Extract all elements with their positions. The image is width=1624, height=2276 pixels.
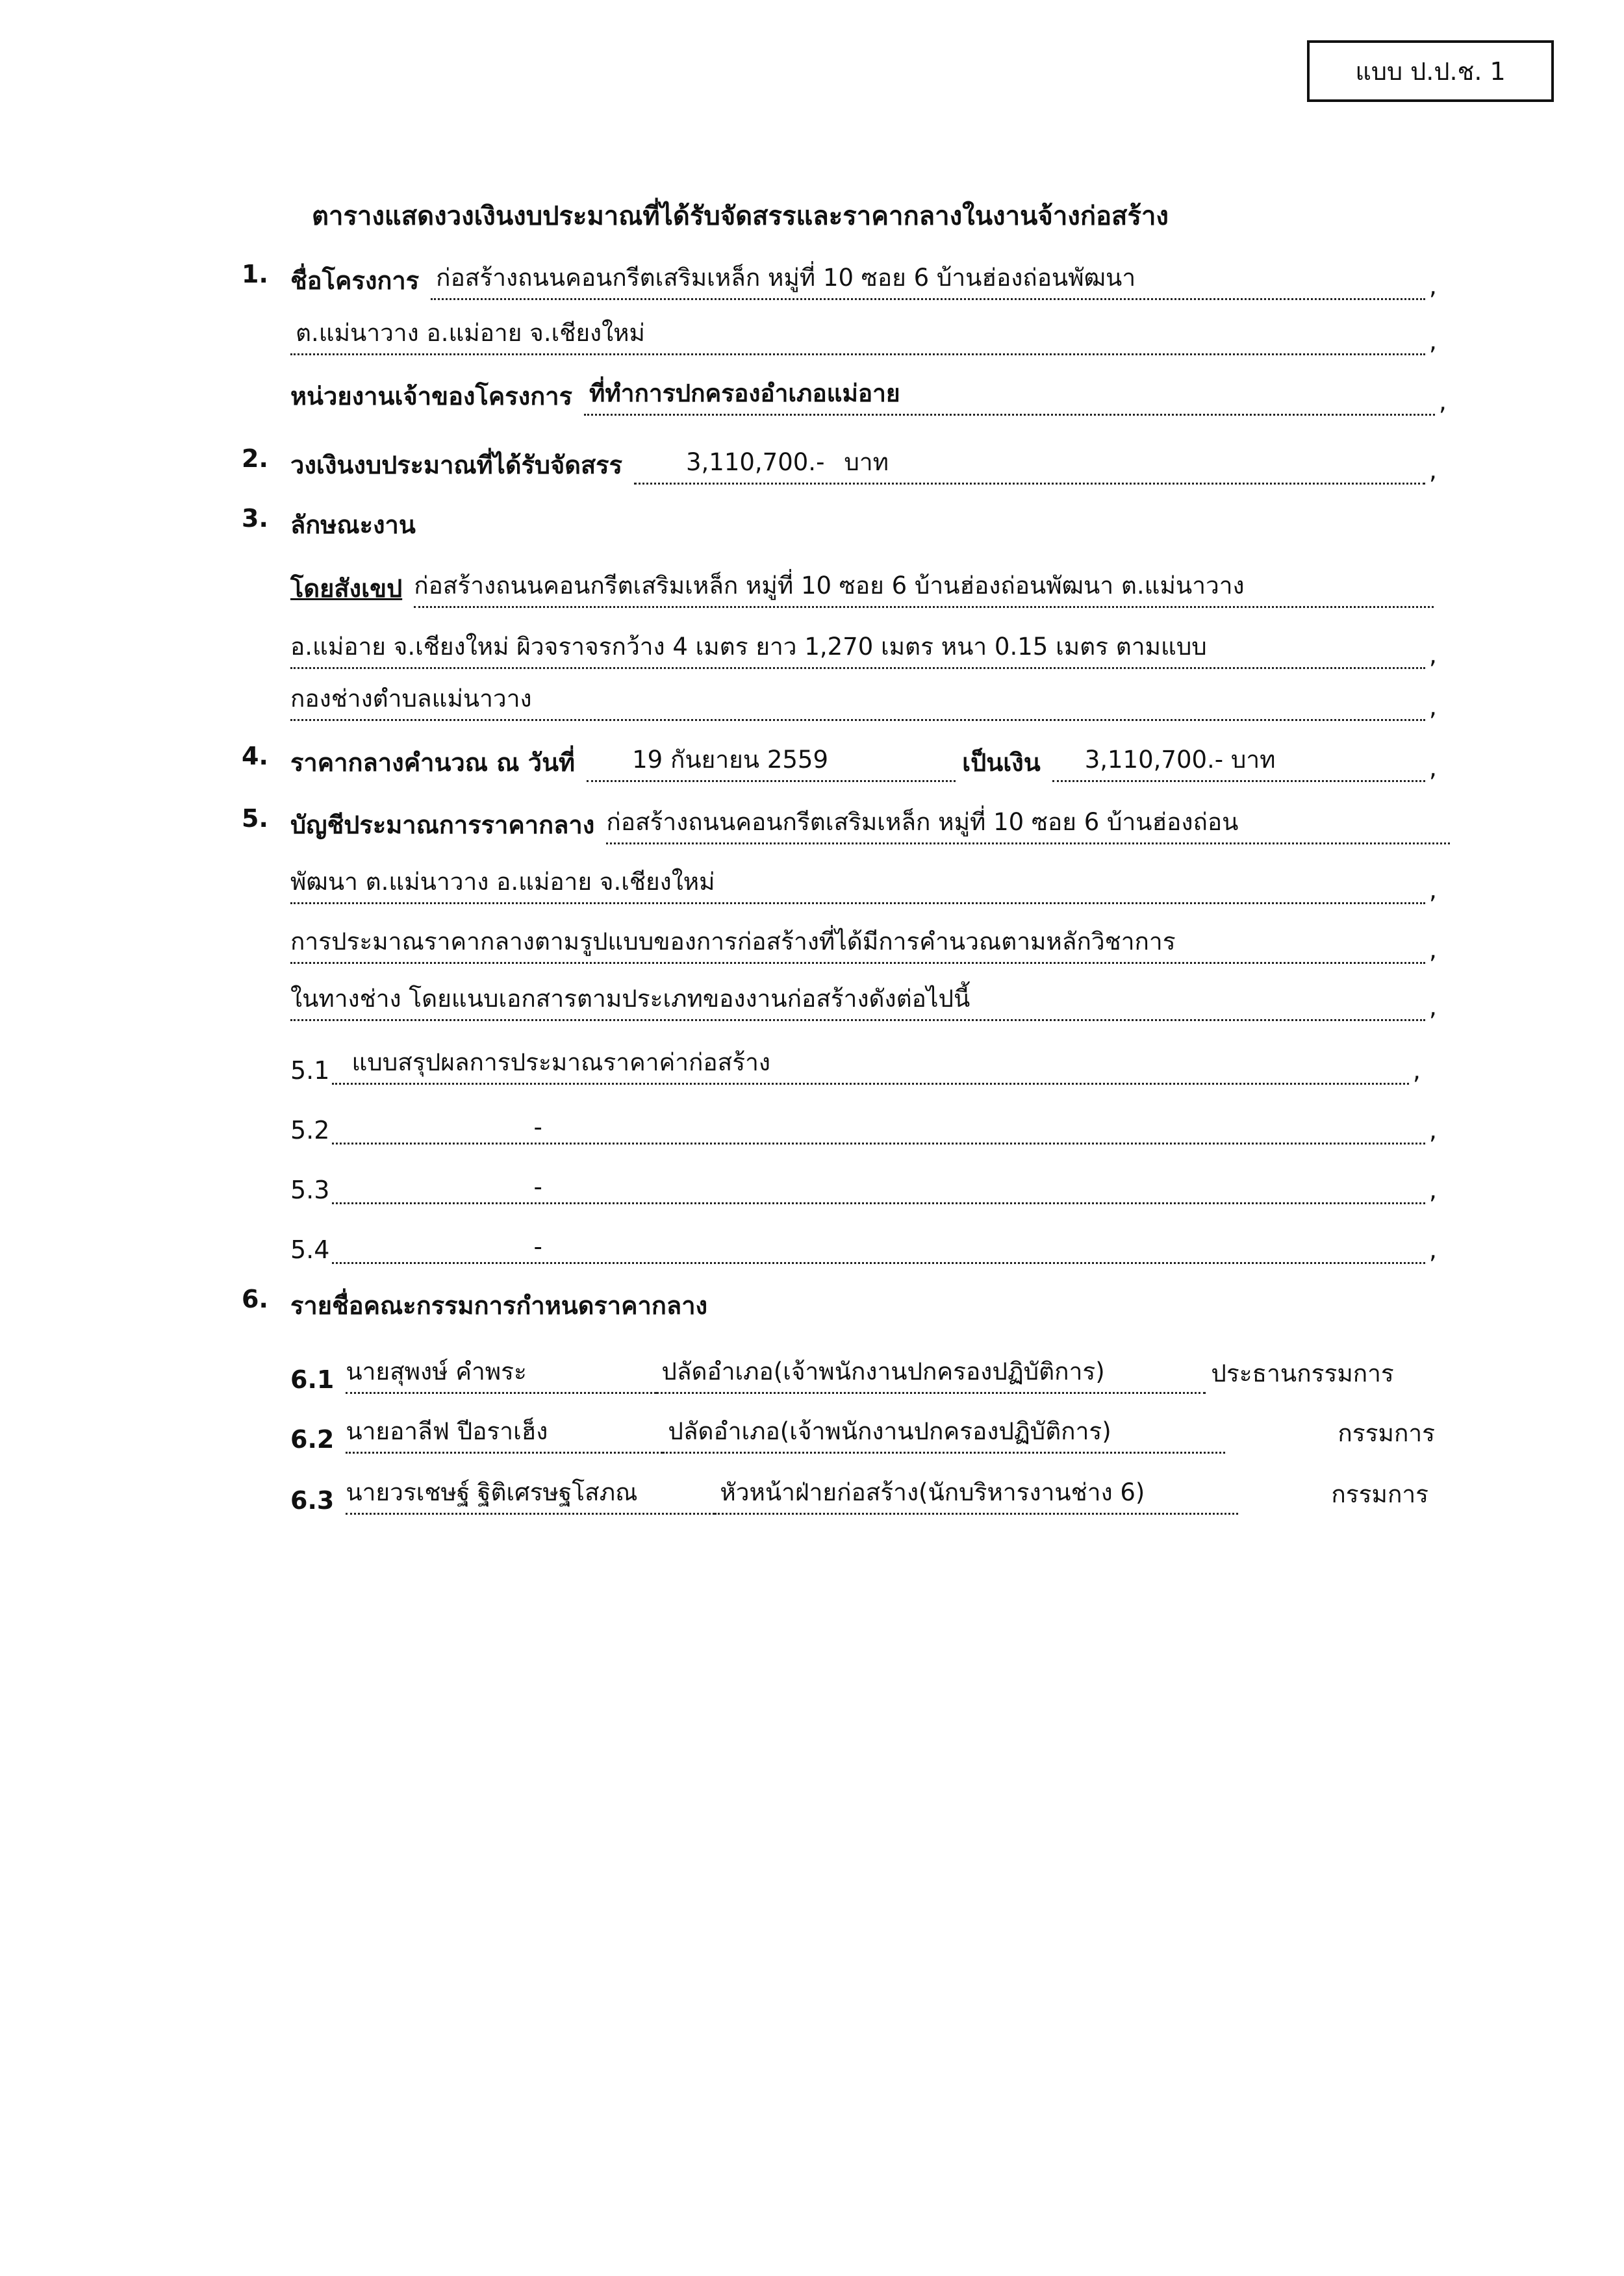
line-end-mark: ,: [1428, 1176, 1437, 1204]
section-4-label: ราคากลางคำนวณ ณ วันที่: [290, 748, 576, 777]
member-name: นายวรเชษฐ์ ฐิติเศรษฐโสภณ: [346, 1473, 715, 1515]
attachment-5-2: [290, 1099, 1437, 1144]
section-3-number: 3.: [242, 504, 268, 533]
calc-date: 19 กันยายน 2559: [587, 740, 956, 782]
attachment-text: -: [332, 1113, 1425, 1144]
attachment-5-3: [290, 1159, 1437, 1204]
summary-label: โดยสังเขป: [290, 574, 403, 603]
committee-member-2: [290, 1408, 1440, 1454]
budget-amount: 3,110,700.-: [686, 448, 825, 476]
work-description-line-2: อ.แม่อาย จ.เชียงใหม่ ผิวจราจรกว้าง 4 เมตร ยาว 1,270 เมตร หนา 0.15 เมตร ตามแบบ: [290, 627, 1425, 669]
section-1-label: ชื่อโครงการ: [290, 266, 420, 295]
member-name: นายสุพงษ์ คำพระ: [346, 1352, 656, 1394]
budget-value: [634, 443, 1425, 485]
line-end-mark: ,: [1428, 456, 1437, 485]
member-position: หัวหน้าฝ่ายก่อสร้าง(นักบริหารงานช่าง 6): [715, 1473, 1238, 1515]
section-2-line: [290, 439, 1437, 485]
section-6-label: รายชื่อคณะกรรมการกำหนดราคากลาง: [290, 1291, 708, 1320]
section-6-heading: [290, 1280, 1437, 1325]
line-end-mark: ,: [1428, 640, 1437, 669]
line-end-mark: ,: [1428, 753, 1437, 782]
section-4-line: [290, 737, 1437, 782]
section-1-agency-line: [290, 370, 1447, 416]
median-price-amount: 3,110,700.- บาท: [1052, 740, 1425, 782]
section-3-line-2: [290, 624, 1437, 669]
project-name-line-1: ก่อสร้างถนนคอนกรีตเสริมเหล็ก หมู่ที่ 10 ซอย 6 บ้านฮ่องถ่อนพัฒนา: [431, 259, 1425, 300]
line-end-mark: ,: [1428, 327, 1437, 355]
agency-value: ที่ทำการปกครองอำเภอแม่อาย: [584, 374, 1435, 416]
attachment-5-4: [290, 1219, 1437, 1264]
attachment-number: 5.1: [290, 1056, 330, 1085]
amount-label: เป็นเงิน: [962, 748, 1041, 777]
member-number: 6.1: [290, 1365, 335, 1394]
member-role: กรรมการ: [1338, 1419, 1435, 1447]
section-3-line-3: [290, 676, 1437, 721]
section-6-number: 6.: [242, 1285, 268, 1313]
member-role: กรรมการ: [1331, 1480, 1428, 1508]
attachment-5-1: [290, 1039, 1421, 1085]
section-2-label: วงเงินงบประมาณที่ได้รับจัดสรร: [290, 451, 622, 479]
member-name: นายอาลีฟ ปีอราเฮ็ง: [346, 1412, 663, 1454]
member-position: ปลัดอำเภอ(เจ้าพนักงานปกครองปฏิบัติการ): [663, 1412, 1225, 1454]
line-end-mark: ,: [1428, 1116, 1437, 1144]
form-code-box: [1307, 40, 1554, 102]
line-end-mark: ,: [1428, 993, 1437, 1021]
section-2-number: 2.: [242, 444, 268, 473]
section-1-line-1: [290, 255, 1437, 300]
section-5-line-2: [290, 859, 1437, 904]
line-end-mark: ,: [1428, 692, 1437, 721]
form-code: แบบ ป.ป.ช. 1: [1355, 57, 1506, 86]
line-end-mark: ,: [1412, 1056, 1421, 1085]
line-end-mark: ,: [1428, 272, 1437, 300]
member-position: ปลัดอำเภอ(เจ้าพนักงานปกครองปฏิบัติการ): [656, 1352, 1206, 1394]
agency-label: หน่วยงานเจ้าของโครงการ: [290, 382, 572, 411]
project-name-line-2: ต.แม่นาวาง อ.แม่อาย จ.เชียงใหม่: [290, 314, 1425, 355]
member-number: 6.2: [290, 1425, 335, 1454]
section-5-line-1: [290, 799, 1450, 844]
estimate-line-1: ก่อสร้างถนนคอนกรีตเสริมเหล็ก หมู่ที่ 10 ซอย 6 บ้านฮ่องถ่อน: [606, 803, 1450, 844]
line-end-mark: ,: [1428, 1235, 1437, 1264]
section-1-number: 1.: [242, 260, 268, 288]
budget-unit: บาท: [844, 448, 889, 476]
section-4-number: 4.: [242, 742, 268, 770]
document-title: ตารางแสดงวงเงินงบประมาณที่ได้รับจัดสรรและราคากลางในงานจ้างก่อสร้าง: [312, 201, 1169, 231]
attachment-text: -: [332, 1173, 1425, 1204]
section-3-label: ลักษณะงาน: [290, 511, 416, 539]
attachment-number: 5.3: [290, 1176, 330, 1204]
estimate-line-4: ในทางช่าง โดยแนบเอกสารตามประเภทของงานก่อสร้างดังต่อไปนี้: [290, 980, 1425, 1021]
section-1-line-2: [290, 310, 1437, 355]
line-end-mark: ,: [1438, 387, 1447, 416]
section-5-number: 5.: [242, 804, 268, 833]
section-5-label: บัญชีประมาณการราคากลาง: [290, 811, 595, 839]
work-description-line-3: กองช่างตำบลแม่นาวาง: [290, 679, 1425, 721]
committee-member-1: [290, 1348, 1440, 1394]
section-3-line-1: [290, 563, 1434, 608]
attachment-text: -: [332, 1233, 1425, 1264]
member-number: 6.3: [290, 1486, 335, 1515]
work-description-line-1: ก่อสร้างถนนคอนกรีตเสริมเหล็ก หมู่ที่ 10 ซอย 6 บ้านฮ่องถ่อนพัฒนา ต.แม่นาวาง: [414, 566, 1434, 608]
attachment-number: 5.4: [290, 1235, 330, 1264]
attachment-number: 5.2: [290, 1116, 330, 1144]
section-5-line-4: [290, 976, 1437, 1021]
section-3-heading: [290, 499, 1437, 544]
committee-member-3: [290, 1469, 1434, 1515]
member-role: ประธานกรรมการ: [1211, 1359, 1394, 1387]
attachment-text: แบบสรุปผลการประมาณราคาค่าก่อสร้าง: [332, 1043, 1408, 1085]
line-end-mark: ,: [1428, 935, 1437, 964]
estimate-line-2: พัฒนา ต.แม่นาวาง อ.แม่อาย จ.เชียงใหม่: [290, 863, 1425, 904]
line-end-mark: ,: [1428, 876, 1437, 904]
estimate-line-3: การประมาณราคากลางตามรูปแบบของการก่อสร้างที่ได้มีการคำนวณตามหลักวิชาการ: [290, 922, 1425, 964]
section-5-line-3: [290, 918, 1437, 964]
